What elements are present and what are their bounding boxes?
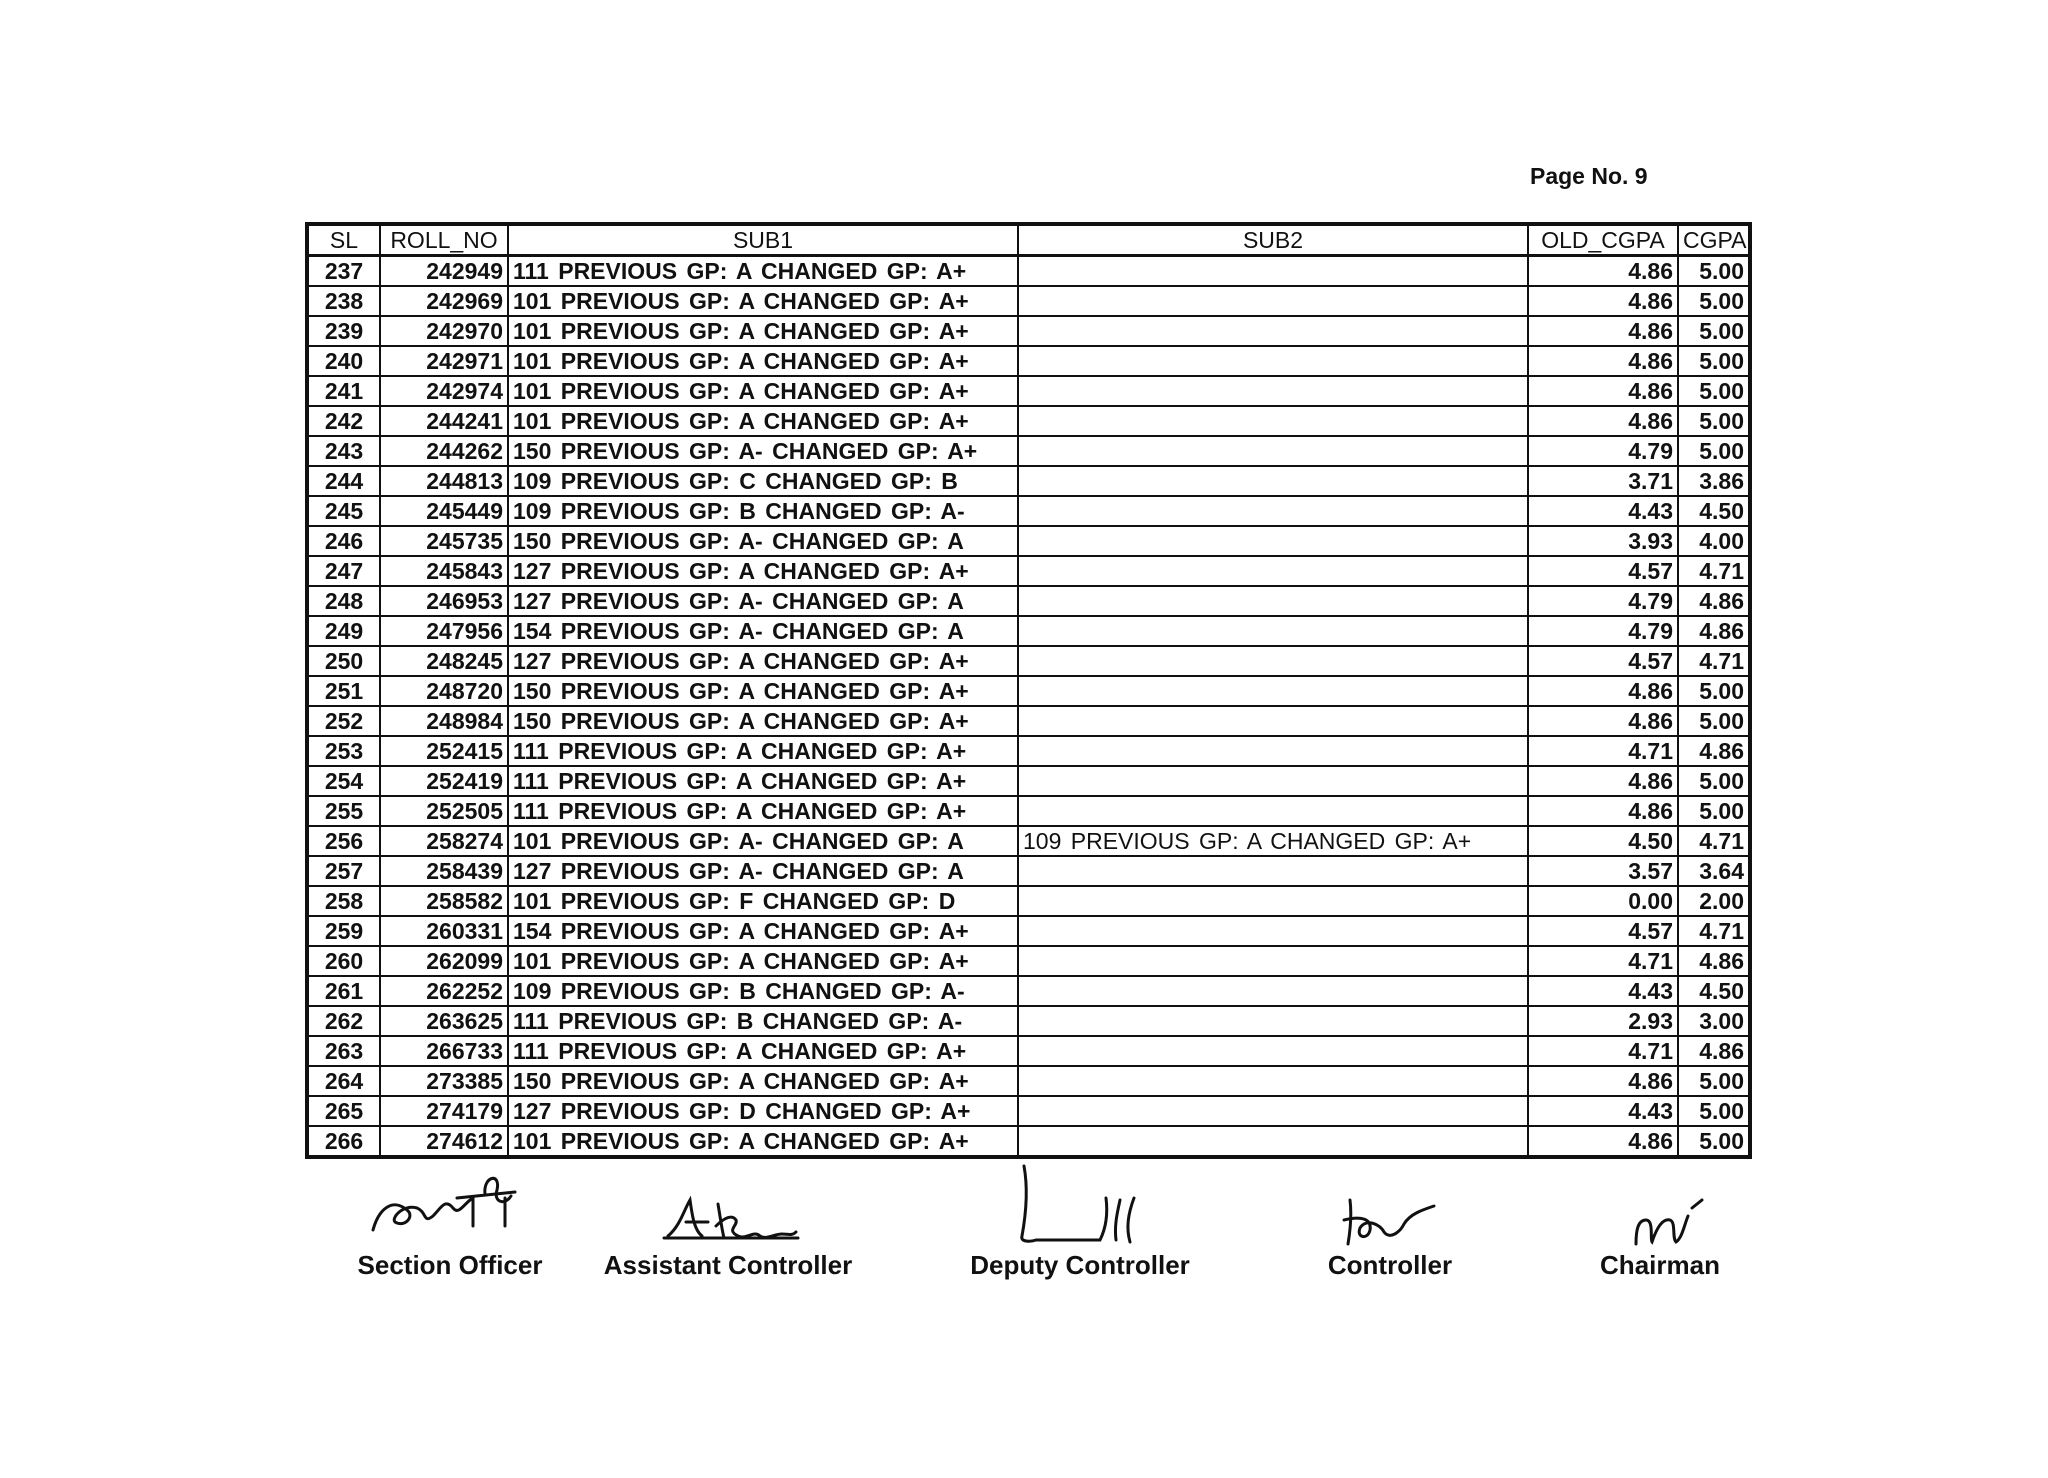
cell-sub2 (1018, 1036, 1528, 1066)
cell-old-cgpa: 4.86 (1528, 346, 1678, 376)
cell-roll-no: 248984 (380, 706, 508, 736)
cell-sl: 246 (307, 526, 380, 556)
cell-cgpa: 4.00 (1678, 526, 1750, 556)
table-row (307, 286, 1750, 316)
table-row (307, 556, 1750, 586)
signature-label: Chairman (1600, 1250, 1720, 1280)
cell-roll-no: 244262 (380, 436, 508, 466)
cell-cgpa: 5.00 (1678, 676, 1750, 706)
cell-roll-no: 245449 (380, 496, 508, 526)
table-row (307, 706, 1750, 736)
table-row (307, 436, 1750, 466)
signature-deputy-controller (960, 1158, 1200, 1281)
header-old-cgpa: OLD_CGPA (1528, 224, 1678, 256)
cell-old-cgpa: 4.43 (1528, 1096, 1678, 1126)
cell-sub1: 127 PREVIOUS GP: A CHANGED GP: A+ (508, 646, 1018, 676)
table-row (307, 1006, 1750, 1036)
cell-sl: 253 (307, 736, 380, 766)
cell-old-cgpa: 3.57 (1528, 856, 1678, 886)
cell-sl: 263 (307, 1036, 380, 1066)
cell-cgpa: 5.00 (1678, 316, 1750, 346)
cell-cgpa: 4.50 (1678, 496, 1750, 526)
cell-roll-no: 245735 (380, 526, 508, 556)
cell-roll-no: 273385 (380, 1066, 508, 1096)
cell-old-cgpa: 4.86 (1528, 406, 1678, 436)
cell-roll-no: 274612 (380, 1126, 508, 1157)
cell-sub1: 111 PREVIOUS GP: A CHANGED GP: A+ (508, 796, 1018, 826)
cell-old-cgpa: 3.93 (1528, 526, 1678, 556)
cell-sl: 264 (307, 1066, 380, 1096)
cell-sub2 (1018, 406, 1528, 436)
cell-old-cgpa: 4.71 (1528, 736, 1678, 766)
header-sub2: SUB2 (1018, 224, 1528, 256)
cell-cgpa: 5.00 (1678, 766, 1750, 796)
cell-sub2 (1018, 376, 1528, 406)
cell-cgpa: 4.71 (1678, 646, 1750, 676)
cell-sub2 (1018, 766, 1528, 796)
cell-roll-no: 246953 (380, 586, 508, 616)
cell-sl: 259 (307, 916, 380, 946)
cell-sub1: 101 PREVIOUS GP: A CHANGED GP: A+ (508, 316, 1018, 346)
cell-sl: 251 (307, 676, 380, 706)
cell-sl: 239 (307, 316, 380, 346)
cell-sub1: 101 PREVIOUS GP: A CHANGED GP: A+ (508, 946, 1018, 976)
cell-cgpa: 3.00 (1678, 1006, 1750, 1036)
cell-old-cgpa: 4.57 (1528, 646, 1678, 676)
cell-sub2 (1018, 466, 1528, 496)
table-row (307, 736, 1750, 766)
table-row (307, 466, 1750, 496)
table-row (307, 886, 1750, 916)
cell-sl: 266 (307, 1126, 380, 1157)
cell-roll-no: 266733 (380, 1036, 508, 1066)
cell-old-cgpa: 4.57 (1528, 916, 1678, 946)
cell-cgpa: 4.86 (1678, 736, 1750, 766)
signature-mark (365, 1168, 535, 1248)
cell-roll-no: 242971 (380, 346, 508, 376)
table-row (307, 916, 1750, 946)
signature-mark (628, 1190, 828, 1248)
cell-sub1: 127 PREVIOUS GP: A- CHANGED GP: A (508, 586, 1018, 616)
cell-sl: 254 (307, 766, 380, 796)
table-row (307, 946, 1750, 976)
cell-roll-no: 248245 (380, 646, 508, 676)
cell-roll-no: 262099 (380, 946, 508, 976)
cell-old-cgpa: 4.86 (1528, 376, 1678, 406)
cell-roll-no: 244813 (380, 466, 508, 496)
cell-sl: 248 (307, 586, 380, 616)
cell-old-cgpa: 4.86 (1528, 286, 1678, 316)
cell-sub1: 150 PREVIOUS GP: A- CHANGED GP: A (508, 526, 1018, 556)
table-row (307, 586, 1750, 616)
cell-cgpa: 5.00 (1678, 1126, 1750, 1157)
header-cgpa: CGPA (1678, 224, 1750, 256)
signature-mark (980, 1158, 1180, 1248)
cell-sub2 (1018, 886, 1528, 916)
cell-roll-no: 247956 (380, 616, 508, 646)
signature-label: Section Officer (357, 1250, 543, 1280)
cell-sub2 (1018, 706, 1528, 736)
table-row (307, 1036, 1750, 1066)
table-header-row (307, 224, 1750, 256)
header-sub1: SUB1 (508, 224, 1018, 256)
cell-sub1: 101 PREVIOUS GP: A CHANGED GP: A+ (508, 406, 1018, 436)
table-row (307, 1066, 1750, 1096)
cell-cgpa: 5.00 (1678, 706, 1750, 736)
cell-cgpa: 4.86 (1678, 616, 1750, 646)
cell-old-cgpa: 4.50 (1528, 826, 1678, 856)
cell-cgpa: 3.86 (1678, 466, 1750, 496)
signature-section-officer (350, 1168, 550, 1281)
cell-sub2 (1018, 436, 1528, 466)
cell-roll-no: 242970 (380, 316, 508, 346)
cell-roll-no: 260331 (380, 916, 508, 946)
cell-old-cgpa: 0.00 (1528, 886, 1678, 916)
cell-sub1: 111 PREVIOUS GP: B CHANGED GP: A- (508, 1006, 1018, 1036)
cell-sub2 (1018, 586, 1528, 616)
signature-block (0, 1150, 2048, 1300)
cell-sub2 (1018, 1066, 1528, 1096)
cell-sub2 (1018, 286, 1528, 316)
cell-old-cgpa: 4.86 (1528, 316, 1678, 346)
table-row (307, 376, 1750, 406)
cell-sub1: 101 PREVIOUS GP: A CHANGED GP: A+ (508, 346, 1018, 376)
cell-sub1: 101 PREVIOUS GP: A CHANGED GP: A+ (508, 286, 1018, 316)
cell-old-cgpa: 4.57 (1528, 556, 1678, 586)
cell-roll-no: 263625 (380, 1006, 508, 1036)
cell-roll-no: 262252 (380, 976, 508, 1006)
signature-label: Assistant Controller (603, 1250, 853, 1280)
cell-old-cgpa: 4.43 (1528, 976, 1678, 1006)
table-row (307, 676, 1750, 706)
cell-sl: 258 (307, 886, 380, 916)
cell-sl: 241 (307, 376, 380, 406)
cell-sub2 (1018, 1006, 1528, 1036)
cell-sub1: 127 PREVIOUS GP: A- CHANGED GP: A (508, 856, 1018, 886)
cell-cgpa: 5.00 (1678, 1096, 1750, 1126)
cell-roll-no: 258274 (380, 826, 508, 856)
cell-old-cgpa: 4.79 (1528, 586, 1678, 616)
table-row (307, 976, 1750, 1006)
cell-sl: 242 (307, 406, 380, 436)
cell-sub1: 111 PREVIOUS GP: A CHANGED GP: A+ (508, 256, 1018, 287)
cell-sub1: 127 PREVIOUS GP: D CHANGED GP: A+ (508, 1096, 1018, 1126)
cell-sl: 240 (307, 346, 380, 376)
signature-assistant-controller (598, 1190, 858, 1281)
cell-sub2 (1018, 346, 1528, 376)
results-table (305, 222, 1752, 1159)
table-row (307, 616, 1750, 646)
table-row (307, 496, 1750, 526)
cell-sub2 (1018, 496, 1528, 526)
cell-sl: 261 (307, 976, 380, 1006)
cell-sub1: 150 PREVIOUS GP: A CHANGED GP: A+ (508, 1066, 1018, 1096)
cell-sub2 (1018, 556, 1528, 586)
cell-sub1: 109 PREVIOUS GP: B CHANGED GP: A- (508, 496, 1018, 526)
cell-sl: 237 (307, 256, 380, 287)
cell-sub2 (1018, 916, 1528, 946)
cell-cgpa: 4.71 (1678, 556, 1750, 586)
table-body (307, 256, 1750, 1158)
cell-cgpa: 5.00 (1678, 376, 1750, 406)
cell-sub1: 101 PREVIOUS GP: F CHANGED GP: D (508, 886, 1018, 916)
page-number: Page No. 9 (1530, 163, 1648, 189)
cell-cgpa: 5.00 (1678, 286, 1750, 316)
cell-sl: 245 (307, 496, 380, 526)
cell-sub2 (1018, 676, 1528, 706)
cell-sl: 260 (307, 946, 380, 976)
cell-old-cgpa: 4.86 (1528, 706, 1678, 736)
table-row (307, 646, 1750, 676)
cell-roll-no: 244241 (380, 406, 508, 436)
table-row (307, 826, 1750, 856)
header-roll-no: ROLL_NO (380, 224, 508, 256)
cell-old-cgpa: 2.93 (1528, 1006, 1678, 1036)
cell-sub2 (1018, 616, 1528, 646)
cell-old-cgpa: 4.86 (1528, 796, 1678, 826)
cell-old-cgpa: 4.86 (1528, 766, 1678, 796)
cell-sub2 (1018, 976, 1528, 1006)
cell-roll-no: 245843 (380, 556, 508, 586)
cell-sub2 (1018, 256, 1528, 287)
cell-sub1: 127 PREVIOUS GP: A CHANGED GP: A+ (508, 556, 1018, 586)
cell-roll-no: 242969 (380, 286, 508, 316)
cell-roll-no: 252415 (380, 736, 508, 766)
cell-sub1: 154 PREVIOUS GP: A- CHANGED GP: A (508, 616, 1018, 646)
table-row (307, 256, 1750, 287)
table-row (307, 346, 1750, 376)
cell-roll-no: 252419 (380, 766, 508, 796)
cell-sub2 (1018, 856, 1528, 886)
cell-old-cgpa: 4.86 (1528, 1066, 1678, 1096)
cell-sl: 256 (307, 826, 380, 856)
cell-cgpa: 5.00 (1678, 796, 1750, 826)
cell-sub2 (1018, 1096, 1528, 1126)
table-row (307, 1096, 1750, 1126)
cell-roll-no: 242949 (380, 256, 508, 287)
cell-cgpa: 3.64 (1678, 856, 1750, 886)
cell-sub1: 101 PREVIOUS GP: A- CHANGED GP: A (508, 826, 1018, 856)
cell-sub1: 111 PREVIOUS GP: A CHANGED GP: A+ (508, 766, 1018, 796)
cell-old-cgpa: 4.86 (1528, 1126, 1678, 1157)
cell-cgpa: 2.00 (1678, 886, 1750, 916)
signature-chairman (1560, 1190, 1760, 1281)
cell-sub2: 109 PREVIOUS GP: A CHANGED GP: A+ (1018, 826, 1528, 856)
cell-sub1: 101 PREVIOUS GP: A CHANGED GP: A+ (508, 376, 1018, 406)
signature-mark (1580, 1190, 1740, 1248)
cell-sub1: 154 PREVIOUS GP: A CHANGED GP: A+ (508, 916, 1018, 946)
cell-sub1: 150 PREVIOUS GP: A CHANGED GP: A+ (508, 676, 1018, 706)
cell-old-cgpa: 4.79 (1528, 616, 1678, 646)
cell-roll-no: 258582 (380, 886, 508, 916)
cell-sub1: 109 PREVIOUS GP: C CHANGED GP: B (508, 466, 1018, 496)
cell-roll-no: 242974 (380, 376, 508, 406)
cell-old-cgpa: 4.43 (1528, 496, 1678, 526)
cell-sl: 249 (307, 616, 380, 646)
cell-sub1: 101 PREVIOUS GP: A CHANGED GP: A+ (508, 1126, 1018, 1157)
cell-cgpa: 5.00 (1678, 1066, 1750, 1096)
cell-sub1: 111 PREVIOUS GP: A CHANGED GP: A+ (508, 736, 1018, 766)
cell-cgpa: 4.86 (1678, 586, 1750, 616)
cell-sub1: 150 PREVIOUS GP: A CHANGED GP: A+ (508, 706, 1018, 736)
table-row (307, 796, 1750, 826)
cell-sub2 (1018, 946, 1528, 976)
cell-old-cgpa: 4.86 (1528, 676, 1678, 706)
cell-cgpa: 4.71 (1678, 916, 1750, 946)
cell-sub2 (1018, 316, 1528, 346)
cell-cgpa: 4.50 (1678, 976, 1750, 1006)
cell-sub2 (1018, 646, 1528, 676)
cell-sub1: 111 PREVIOUS GP: A CHANGED GP: A+ (508, 1036, 1018, 1066)
cell-roll-no: 252505 (380, 796, 508, 826)
cell-old-cgpa: 4.71 (1528, 946, 1678, 976)
cell-sl: 265 (307, 1096, 380, 1126)
cell-roll-no: 258439 (380, 856, 508, 886)
table-row (307, 856, 1750, 886)
cell-roll-no: 274179 (380, 1096, 508, 1126)
cell-cgpa: 4.86 (1678, 946, 1750, 976)
cell-old-cgpa: 4.79 (1528, 436, 1678, 466)
cell-cgpa: 4.71 (1678, 826, 1750, 856)
cell-sl: 238 (307, 286, 380, 316)
cell-cgpa: 4.86 (1678, 1036, 1750, 1066)
cell-cgpa: 5.00 (1678, 436, 1750, 466)
table-row (307, 766, 1750, 796)
cell-sub2 (1018, 526, 1528, 556)
cell-sub1: 150 PREVIOUS GP: A- CHANGED GP: A+ (508, 436, 1018, 466)
cell-sl: 257 (307, 856, 380, 886)
cell-sl: 262 (307, 1006, 380, 1036)
signature-label: Controller (1327, 1250, 1453, 1280)
cell-old-cgpa: 4.86 (1528, 256, 1678, 287)
cell-sl: 243 (307, 436, 380, 466)
cell-sl: 247 (307, 556, 380, 586)
signature-controller (1290, 1188, 1490, 1281)
header-sl: SL (307, 224, 380, 256)
cell-cgpa: 5.00 (1678, 256, 1750, 287)
cell-sub1: 109 PREVIOUS GP: B CHANGED GP: A- (508, 976, 1018, 1006)
table-row (307, 526, 1750, 556)
cell-sl: 244 (307, 466, 380, 496)
cell-sl: 250 (307, 646, 380, 676)
cell-roll-no: 248720 (380, 676, 508, 706)
cell-sl: 252 (307, 706, 380, 736)
cell-sub2 (1018, 796, 1528, 826)
table-row (307, 406, 1750, 436)
cell-cgpa: 5.00 (1678, 406, 1750, 436)
signature-label: Deputy Controller (970, 1250, 1190, 1280)
cell-cgpa: 5.00 (1678, 346, 1750, 376)
cell-sl: 255 (307, 796, 380, 826)
cell-old-cgpa: 3.71 (1528, 466, 1678, 496)
cell-old-cgpa: 4.71 (1528, 1036, 1678, 1066)
cell-sub2 (1018, 736, 1528, 766)
table-row (307, 316, 1750, 346)
signature-mark (1310, 1188, 1470, 1248)
